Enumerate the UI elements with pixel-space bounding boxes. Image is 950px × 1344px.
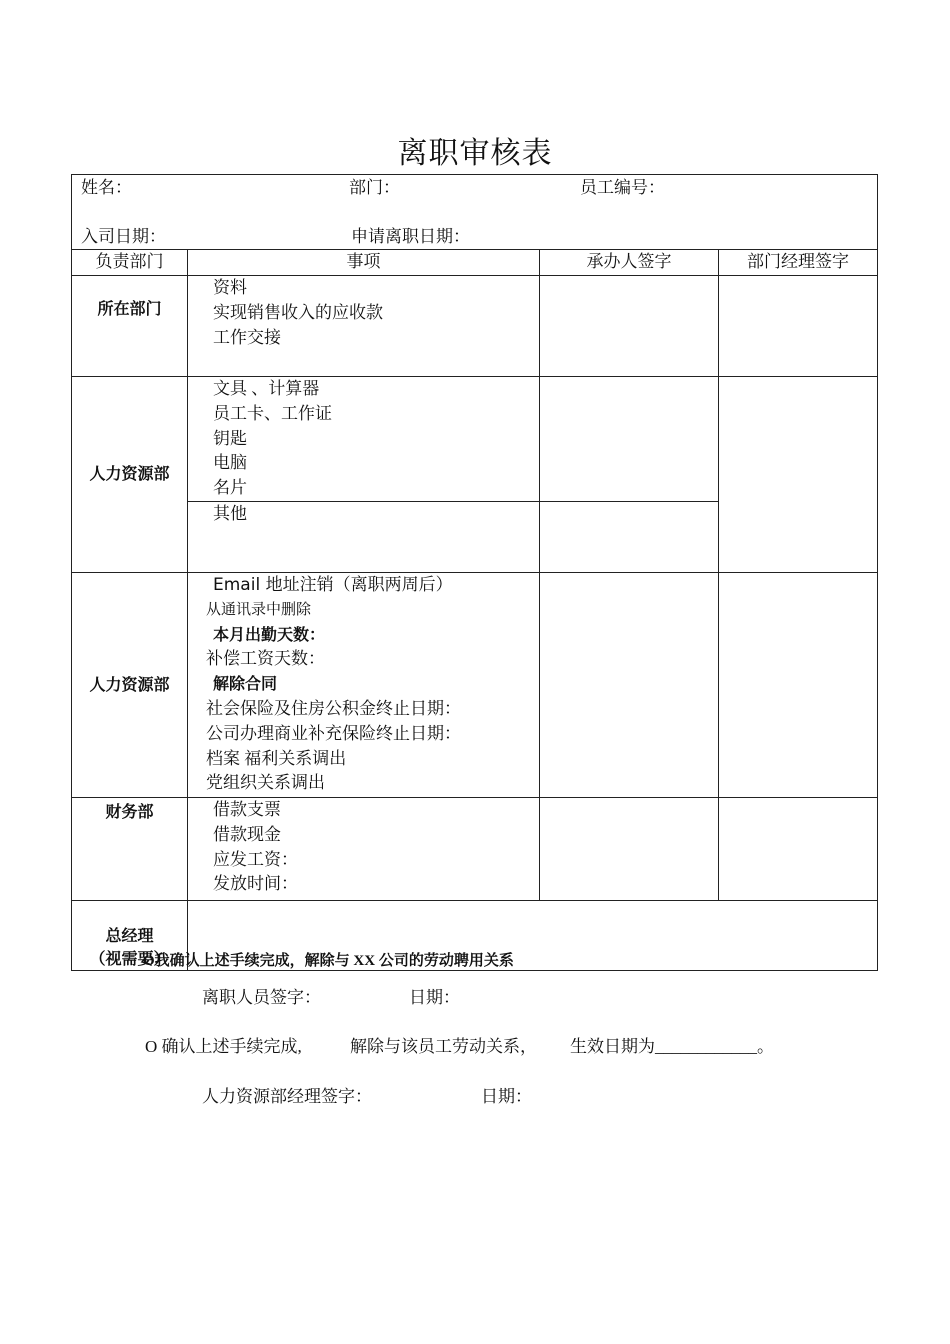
join-date-field[interactable]: 入司日期： [81,227,166,246]
list-item: 员工卡、工作证 [213,403,332,423]
manager-signature-cell[interactable] [719,798,878,901]
header-manager-signature: 部门经理签字 [719,250,878,276]
list-item: 应发工资： [213,849,298,869]
handler-signature-cell[interactable] [540,377,719,502]
list-item: 借款现金 [213,824,281,844]
list-item: 公司办理商业补充保险终止日期： [206,723,461,743]
list-item: 解除合同 [213,674,278,694]
list-item: 从通讯录中删除 [206,601,312,618]
list-item: 其他 [213,504,247,523]
list-item: 实现销售收入的应收款 [213,302,383,322]
list-item: 本月出勤天数： [213,624,326,644]
gm-note: （视需要） [89,949,170,968]
department-field[interactable]: 部门： [349,178,400,197]
resignee-signature-label[interactable]: 离职人员签字： [202,988,321,1007]
handler-signature-cell[interactable] [540,798,719,901]
name-field[interactable]: 姓名： [81,178,132,197]
manager-signature-cell[interactable] [719,573,878,798]
manager-signature-cell[interactable] [719,276,878,377]
hr2-row [72,573,878,798]
employee-number-field[interactable]: 员工编号： [580,178,665,197]
list-item: 社会保险及住房公积金终止日期： [206,698,461,718]
list-item: 发放时间： [213,874,298,894]
apply-resign-date-field[interactable]: 申请离职日期： [351,227,470,246]
list-item: 党组织关系调出 [206,773,325,793]
finance-items [188,798,540,901]
hr1-label: 人力资源部 [72,377,188,573]
finance-row [72,798,878,901]
finance-label: 财务部 [72,798,188,901]
hr1-other [188,502,540,573]
header-responsible-dept: 负责部门 [72,250,188,276]
header-row [72,250,878,276]
list-item: 名片 [213,478,247,498]
list-item: 补偿工资天数： [206,649,325,669]
list-item: 文具 、计算器 [213,379,320,398]
hr-confirmation-prefix: O 确认上述手续完成, [145,1037,302,1056]
list-item: 借款支票 [213,800,281,819]
header-handler-signature: 承办人签字 [540,250,719,276]
hr-manager-date-label[interactable]: 日期： [481,1087,532,1106]
hr-manager-signature-label[interactable]: 人力资源部经理签字： [202,1087,372,1106]
list-item: 电脑 [213,453,247,473]
list-item: 工作交接 [213,327,281,347]
handler-signature-cell[interactable] [540,502,719,573]
info-row [72,175,878,250]
resignation-review-table [71,174,878,971]
handler-signature-cell[interactable] [540,276,719,377]
hr1-items [188,377,540,502]
handler-signature-cell[interactable] [540,573,719,798]
manager-signature-cell[interactable] [719,377,878,573]
list-item: 钥匙 [213,428,247,448]
list-item: 档案 福利关系调出 [206,748,347,768]
hr1-row-a [72,377,878,502]
form-title: 离职审核表 [397,136,553,171]
gm-title: 总经理 [105,926,154,945]
hr2-label: 人力资源部 [72,573,188,798]
header-matters: 事项 [188,250,540,276]
resignee-confirmation: O我确认上述手续完成，解除与 XX 公司的劳动聘用关系 [143,953,514,969]
hr-confirmation-middle: 解除与该员工劳动关系， [350,1037,537,1056]
own-dept-items [188,276,540,377]
own-dept-row [72,276,878,377]
hr2-items [188,573,540,798]
hr-confirmation-effective-date[interactable]: 生效日期为____________。 [570,1037,774,1056]
resignee-date-label[interactable]: 日期： [409,988,460,1007]
list-item: 资料 [213,278,247,297]
own-dept-label: 所在部门 [72,276,188,377]
list-item: Email 地址注销（离职两周后） [213,575,453,595]
